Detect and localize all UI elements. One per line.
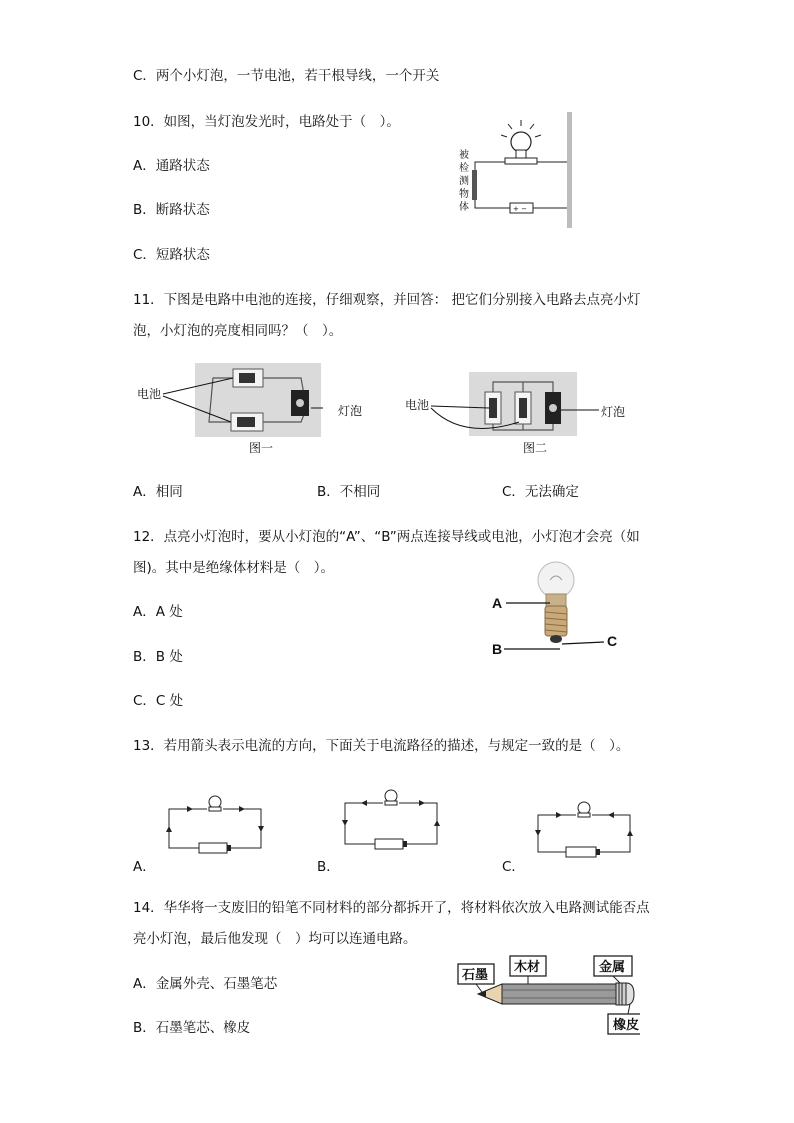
q14-option-b: B．石墨笔芯、橡皮: [133, 1020, 251, 1036]
battery-signs: + −: [513, 205, 527, 213]
figure-label-char: 体: [459, 202, 469, 213]
q11-figure-two: [403, 368, 603, 458]
q11-fig2-bulb-label: 灯泡: [601, 405, 626, 419]
q9-option-c: C．两个小灯泡，一节电池，若干根导线，一个开关: [133, 68, 440, 84]
q12-option-a: A．A 处: [133, 604, 183, 620]
q13-circuit-a: [165, 788, 265, 856]
q14-option-a: A．金属外壳、石墨笔芯: [133, 976, 278, 992]
q13-circuit-c: [534, 794, 634, 860]
wood-label: 木材: [514, 959, 541, 974]
q13-option-a: A．: [133, 859, 156, 875]
q12-stem-line1: 12．点亮小灯泡时，要从小灯泡的“A”、“B”两点连接导线或电池，小灯泡才会亮（如: [133, 529, 640, 545]
figure-label-char: 测: [459, 176, 469, 187]
battery-label: 电池: [137, 387, 162, 401]
q11-option-c: C．无法确定: [502, 484, 579, 500]
battery-label: 电池: [405, 398, 430, 412]
q11-fig1-bulb-label: 灯泡: [338, 404, 363, 418]
q12-option-c: C．C 处: [133, 693, 184, 709]
q11-stem-line2: 泡，小灯泡的亮度相同吗？（ ）。: [133, 323, 343, 339]
q14-stem-line1: 14．华华将一支废旧的铅笔不同材料的部分都拆开了，将材料依次放入电路测试能否点: [133, 900, 650, 916]
q10-option-b: B．断路状态: [133, 202, 210, 218]
q12-stem-line2: 图)。其中是绝缘体材料是（ ）。: [133, 560, 335, 576]
point-c-label: C: [607, 633, 618, 649]
figure-label-char: 检: [459, 163, 469, 174]
q11-option-b: B．不相同: [317, 484, 381, 500]
q11-option-a: A．相同: [133, 484, 183, 500]
figure-label-char: 物: [459, 189, 469, 200]
graphite-label: 石墨: [462, 967, 489, 982]
q11-stem-line1: 11．下图是电路中电池的连接，仔细观察，并回答： 把它们分别接入电路去点亮小灯: [133, 292, 641, 308]
q13-option-b: B．: [317, 859, 340, 875]
q12-bulb-figure: [490, 558, 624, 660]
point-b-label: B: [492, 641, 503, 657]
eraser-label: 橡皮: [613, 1017, 640, 1032]
q12-option-b: B．B 处: [133, 649, 183, 665]
metal-label: 金属: [599, 959, 626, 974]
q10-circuit-figure: [455, 112, 577, 230]
q13-circuit-b: [339, 782, 443, 852]
q13-stem: 13．若用箭头表示电流的方向，下面关于电流路径的描述，与规定一致的是（ ）。: [133, 738, 630, 754]
q13-option-c: C．: [502, 859, 525, 875]
point-a-label: A: [492, 595, 503, 611]
q10-option-c: C．短路状态: [133, 247, 210, 263]
q11-figure-one: [133, 360, 323, 456]
q14-pencil-figure: [456, 954, 640, 1038]
figure-caption: 图一: [249, 441, 274, 455]
figure-label-char: 被: [459, 150, 469, 161]
figure-caption: 图二: [523, 441, 548, 455]
q14-stem-line2: 亮小灯泡，最后他发现（ ）均可以连通电路。: [133, 931, 417, 947]
q10-option-a: A．通路状态: [133, 158, 210, 174]
q10-stem: 10．如图，当灯泡发光时，电路处于（ ）。: [133, 114, 400, 130]
